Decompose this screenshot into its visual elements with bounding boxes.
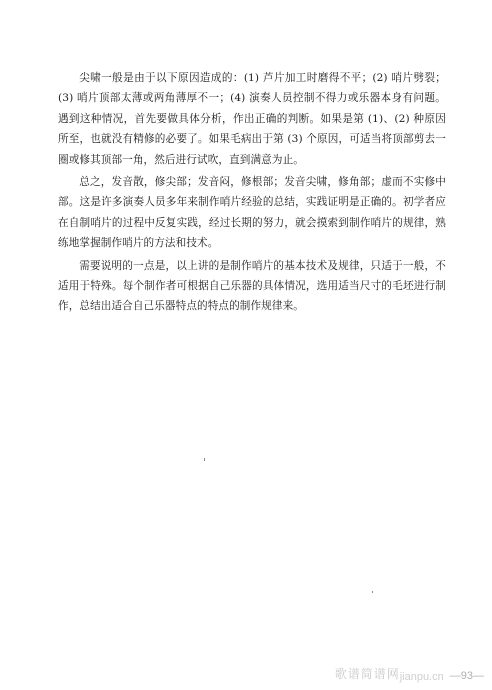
scan-artifact-mark [372, 591, 373, 593]
body-text [58, 68, 446, 317]
watermark-url: jianpu.cn [399, 671, 444, 683]
paragraph-reed-squeal-causes: 尖啸一般是由于以下原因造成的：(1) 芦片加工时磨得不平；(2) 哨片劈裂；(3) 哨片顶部太薄或两角薄厚不一；(4) 演奏人员控制不得力或乐器本身有问题。遇到这种情况，首先要做具体分析，作出正确的判断。如果是第 (1)、(2) 种原因所至，也就没有精修的必要了。如果毛病出于第 (3) 个原因，可适当将顶部剪去一圈或修其顶部一角，然后进行试吹，直到满意为止。 [58, 72, 446, 166]
footer-watermark [335, 664, 484, 682]
page-number: —93— [449, 670, 484, 682]
scan-artifact-mark [204, 458, 205, 461]
paragraph-note: 需要说明的一点是，以上讲的是制作哨片的基本技术及规律，只适于一般，不适用于特殊。每个制作者可根据自己乐器的具体情况，选用适当尺寸的毛坯进行制作，总结出适合自己乐器特点的特点的制作规律来。 [58, 259, 446, 313]
paragraph-summary: 总之，发音散，修尖部；发音闷，修根部；发音尖啸，修角部；虚而不实修中部。这是许多演奏人员多年来制作哨片经验的总结，实践证明是正确的。初学者应在自制哨片的过程中反复实践，经过长期的努力，就会摸索到制作哨片的规律，熟练地掌握制作哨片的方法和技术。 [58, 176, 446, 250]
watermark-site-name: 歌谱简谱网 [334, 667, 400, 681]
